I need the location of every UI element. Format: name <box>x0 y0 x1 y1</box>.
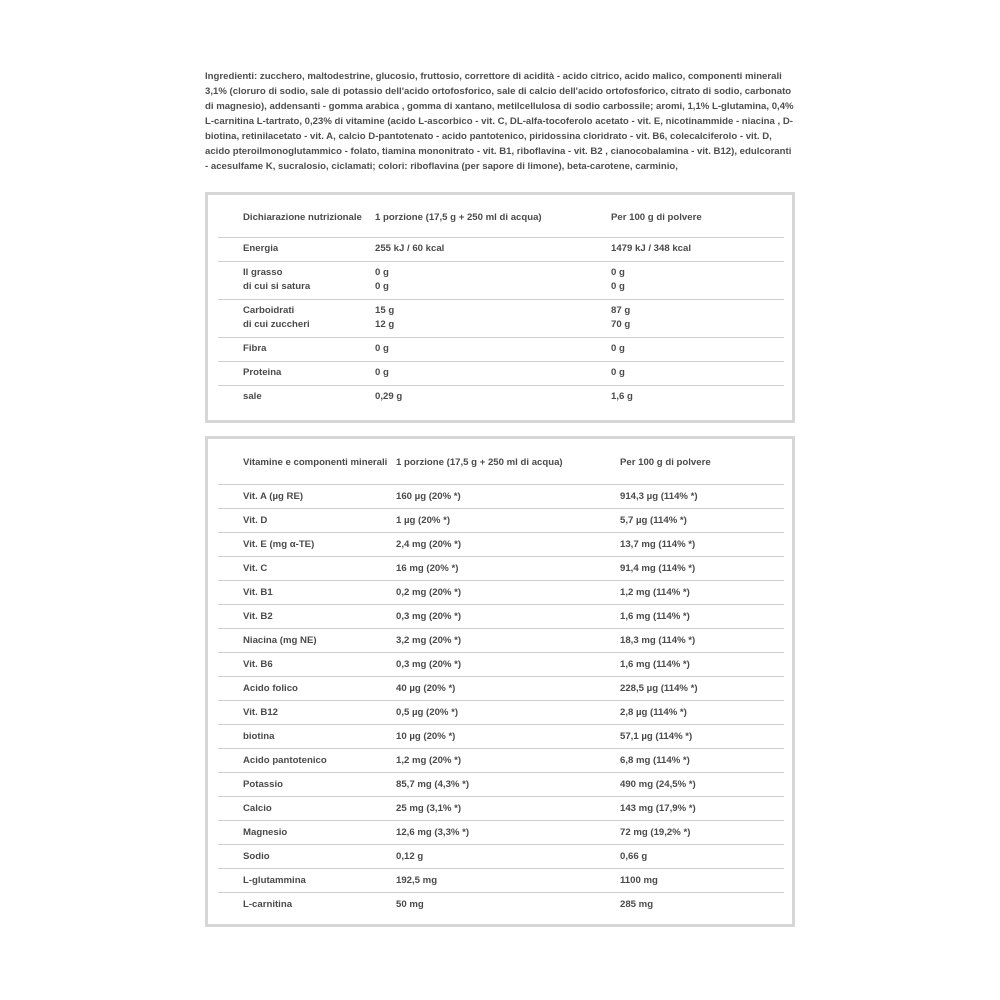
vitamins-cell-label: Vit. E (mg α-TE) <box>218 532 396 556</box>
vitamins-row <box>218 676 784 700</box>
nutrition-header-portion: 1 porzione (17,5 g + 250 ml di acqua) <box>375 212 542 223</box>
nutrition-value: 0 g <box>611 366 625 378</box>
vitamins-row <box>218 892 784 916</box>
vitamins-row <box>218 700 784 724</box>
vitamins-cell-per100: 285 mg <box>620 892 784 916</box>
vitamins-cell-per100: 914,3 µg (114% *) <box>620 484 784 508</box>
nutrition-cell-portion <box>375 261 611 299</box>
vitamins-cell-label: Acido folico <box>218 676 396 700</box>
vitamins-row <box>218 844 784 868</box>
nutrition-value: 15 g <box>375 304 395 316</box>
nutrition-row <box>218 237 784 261</box>
nutrition-table <box>218 205 784 409</box>
vitamins-row <box>218 532 784 556</box>
vitamins-cell-per100: 91,4 mg (114% *) <box>620 556 784 580</box>
nutrition-value: 0 g <box>375 366 389 378</box>
nutrition-cell-portion <box>375 361 611 385</box>
nutrition-value: 255 kJ / 60 kcal <box>375 242 445 254</box>
vitamins-cell-per100: 5,7 µg (114% *) <box>620 508 784 532</box>
nutrition-cell-portion <box>375 237 611 261</box>
vitamins-cell-label: L-glutammina <box>218 868 396 892</box>
vitamins-cell-portion: 25 mg (3,1% *) <box>396 796 620 820</box>
nutrition-cell-label <box>218 237 375 261</box>
vitamins-cell-per100: 72 mg (19,2% *) <box>620 820 784 844</box>
nutrition-value: di cui zuccheri <box>243 318 310 330</box>
nutrition-cell-label <box>218 385 375 409</box>
vitamins-cell-portion: 160 µg (20% *) <box>396 484 620 508</box>
nutrition-cell-per100 <box>611 361 784 385</box>
nutrition-value: sale <box>243 390 262 402</box>
vitamins-cell-per100: 18,3 mg (114% *) <box>620 628 784 652</box>
vitamins-row <box>218 724 784 748</box>
vitamins-cell-portion: 85,7 mg (4,3% *) <box>396 772 620 796</box>
nutrition-value: 1479 kJ / 348 kcal <box>611 242 692 254</box>
vitamins-cell-label: Magnesio <box>218 820 396 844</box>
vitamins-row <box>218 820 784 844</box>
nutrition-value: Fibra <box>243 342 267 354</box>
vitamins-cell-per100: 6,8 mg (114% *) <box>620 748 784 772</box>
vitamins-cell-portion: 2,4 mg (20% *) <box>396 532 620 556</box>
nutrition-value: Il grasso <box>243 266 283 278</box>
nutrition-cell-per100 <box>611 261 784 299</box>
vitamins-cell-portion: 1,2 mg (20% *) <box>396 748 620 772</box>
vitamins-cell-per100: 13,7 mg (114% *) <box>620 532 784 556</box>
nutrition-cell-portion <box>375 385 611 409</box>
vitamins-cell-portion: 50 mg <box>396 892 620 916</box>
vitamins-cell-portion: 16 mg (20% *) <box>396 556 620 580</box>
nutrition-cell-portion <box>375 337 611 361</box>
nutrition-value: 70 g <box>611 318 631 330</box>
vitamins-cell-portion: 10 µg (20% *) <box>396 724 620 748</box>
nutrition-row <box>218 361 784 385</box>
nutrition-value: 12 g <box>375 318 395 330</box>
vitamins-cell-label: Vit. D <box>218 508 396 532</box>
nutrition-cell-per100 <box>611 385 784 409</box>
vitamins-cell-label: Sodio <box>218 844 396 868</box>
nutrition-value: 1,6 g <box>611 390 633 402</box>
vitamins-cell-per100: 228,5 µg (114% *) <box>620 676 784 700</box>
nutrition-value: 0 g <box>375 266 389 278</box>
nutrition-value: Proteina <box>243 366 282 378</box>
nutrition-row <box>218 299 784 337</box>
vitamins-cell-portion: 0,12 g <box>396 844 620 868</box>
nutrition-row <box>218 261 784 299</box>
nutrition-cell-per100 <box>611 299 784 337</box>
vitamins-cell-per100: 490 mg (24,5% *) <box>620 772 784 796</box>
nutrition-cell-label <box>218 299 375 337</box>
vitamins-row <box>218 748 784 772</box>
vitamins-cell-per100: 2,8 µg (114% *) <box>620 700 784 724</box>
vitamins-cell-label: Niacina (mg NE) <box>218 628 396 652</box>
ingredients-text: Ingredienti: zucchero, maltodestrine, glucosio, fruttosio, correttore di acidità - acido citrico, acido malico, componenti minerali 3,1% (cloruro di sodio, sale di potassio dell'acido ortofosforico, sale di calcio dell'acido ortofosforico, citrato di sodio, carbonato di magnesio), addensanti - gomma arabica , gomma di xantano, metilcellulosa di sodio carbossile; aromi, 1,1% L-glutamina, 0,4% L-carnitina L-tartrato, 0,23% di vitamine (acido L-ascorbico - vit. C, DL-alfa-tocoferolo acetato - vit. E, nicotinammide - niacina , D-biotina, retinilacetato - vit. A, calcio D-pantotenato - acido pantotenico, piridossina cloridrato - vit. B6, colecalciferolo - vit. D, acido pteroilmonoglutammico - folato, tiamina mononitrato - vit. B1, riboflavina - vit. B2 , cianocobalamina - vit. B12), edulcoranti - acesulfame K, sucralosio, ciclamati; colori: riboflavina (per sapore di limone), beta-carotene, carminio, <box>205 71 794 172</box>
nutrition-cell-label <box>218 261 375 299</box>
vitamins-cell-per100: 1,6 mg (114% *) <box>620 652 784 676</box>
vitamins-row <box>218 868 784 892</box>
nutrition-cell-label <box>218 361 375 385</box>
vitamins-cell-portion: 40 µg (20% *) <box>396 676 620 700</box>
vitamins-row <box>218 772 784 796</box>
vitamins-cell-label: Potassio <box>218 772 396 796</box>
nutrition-cell-per100 <box>611 337 784 361</box>
vitamins-cell-portion: 0,2 mg (20% *) <box>396 580 620 604</box>
vitamins-row <box>218 796 784 820</box>
vitamins-header-row <box>218 449 784 484</box>
nutrition-row <box>218 337 784 361</box>
vitamins-cell-label: biotina <box>218 724 396 748</box>
nutrition-cell-per100 <box>611 237 784 261</box>
vitamins-cell-per100: 143 mg (17,9% *) <box>620 796 784 820</box>
nutrition-value: 87 g <box>611 304 631 316</box>
nutrition-panel <box>205 192 795 423</box>
vitamins-row <box>218 580 784 604</box>
nutrition-value: Energia <box>243 242 279 254</box>
vitamins-cell-label: L-carnitina <box>218 892 396 916</box>
nutrition-value: 0 g <box>611 266 625 278</box>
vitamins-cell-label: Vit. B6 <box>218 652 396 676</box>
nutrition-value: 0 g <box>375 342 389 354</box>
nutrition-header-label: Dichiarazione nutrizionale <box>243 212 362 223</box>
vitamins-cell-per100: 1,2 mg (114% *) <box>620 580 784 604</box>
vitamins-cell-label: Vit. B12 <box>218 700 396 724</box>
vitamins-cell-portion: 12,6 mg (3,3% *) <box>396 820 620 844</box>
vitamins-cell-label: Vit. A (µg RE) <box>218 484 396 508</box>
vitamins-cell-label: Vit. C <box>218 556 396 580</box>
vitamins-panel <box>205 436 795 927</box>
nutrition-row <box>218 385 784 409</box>
nutrition-header-per100: Per 100 g di polvere <box>611 212 702 223</box>
vitamins-cell-per100: 57,1 µg (114% *) <box>620 724 784 748</box>
nutrition-value: 0 g <box>611 342 625 354</box>
vitamins-cell-label: Vit. B1 <box>218 580 396 604</box>
vitamins-header-label: Vitamine e componenti minerali <box>243 457 388 468</box>
vitamins-row <box>218 628 784 652</box>
nutrition-value: di cui si satura <box>243 280 311 292</box>
nutrition-value: Carboidrati <box>243 304 295 316</box>
vitamins-cell-portion: 0,3 mg (20% *) <box>396 652 620 676</box>
nutrition-cell-portion <box>375 299 611 337</box>
vitamins-cell-per100: 1,6 mg (114% *) <box>620 604 784 628</box>
nutrition-header-row <box>218 205 784 237</box>
vitamins-header-portion: 1 porzione (17,5 g + 250 ml di acqua) <box>396 457 563 468</box>
vitamins-row <box>218 604 784 628</box>
vitamins-cell-label: Vit. B2 <box>218 604 396 628</box>
vitamins-row <box>218 508 784 532</box>
nutrition-value: 0,29 g <box>375 390 403 402</box>
nutrition-value: 0 g <box>611 280 625 292</box>
vitamins-header-per100: Per 100 g di polvere <box>620 457 711 468</box>
vitamins-table <box>218 449 784 916</box>
vitamins-row <box>218 556 784 580</box>
vitamins-cell-portion: 0,5 µg (20% *) <box>396 700 620 724</box>
vitamins-cell-per100: 1100 mg <box>620 868 784 892</box>
vitamins-cell-portion: 192,5 mg <box>396 868 620 892</box>
nutrition-value: 0 g <box>375 280 389 292</box>
vitamins-cell-portion: 3,2 mg (20% *) <box>396 628 620 652</box>
vitamins-row <box>218 652 784 676</box>
vitamins-cell-label: Calcio <box>218 796 396 820</box>
vitamins-cell-portion: 1 µg (20% *) <box>396 508 620 532</box>
nutrition-cell-label <box>218 337 375 361</box>
vitamins-row <box>218 484 784 508</box>
vitamins-cell-per100: 0,66 g <box>620 844 784 868</box>
vitamins-cell-portion: 0,3 mg (20% *) <box>396 604 620 628</box>
vitamins-cell-label: Acido pantotenico <box>218 748 396 772</box>
